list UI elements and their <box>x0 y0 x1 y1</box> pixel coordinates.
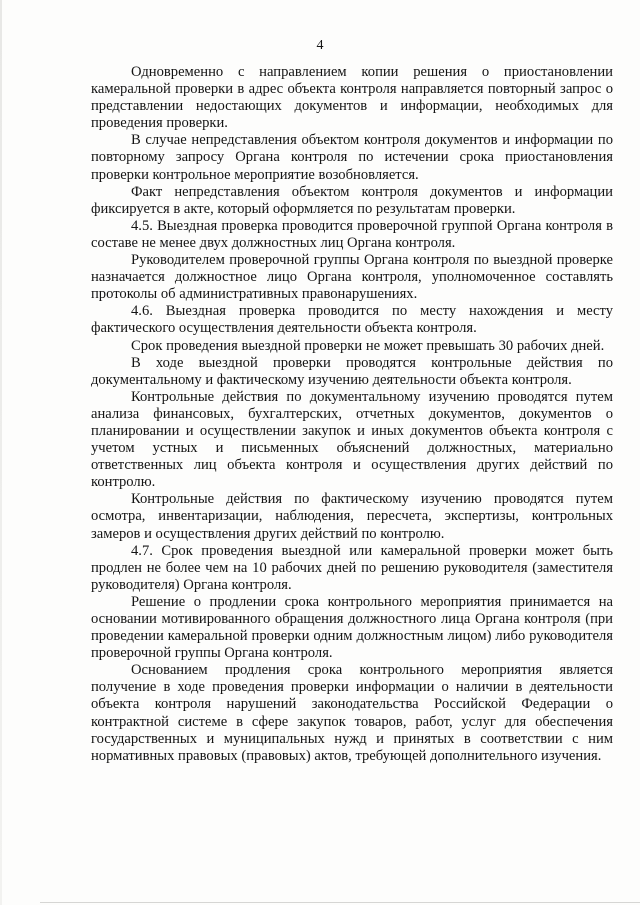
paragraph: Руководителем проверочной группы Органа контроля по выездной проверке назначается должностное лицо Органа контроля, уполномоченное составлять протоколы об административных правонарушениях. <box>91 252 613 303</box>
paragraph: Основанием продления срока контрольного мероприятия является получение в ходе проведения проверки информации о наличии в деятельности объекта контроля нарушений законодательства Российской Федерации о контрактной системе в сфере закупок товаров, работ, услуг для обеспечения государственных и муниципальных нужд и принятых в соответствии с ним нормативных правовых (правовых) актов, требующей дополнительного изучения. <box>91 662 613 764</box>
paragraph: Факт непредставления объектом контроля документов и информации фиксируется в акте, который оформляется по результатам проверки. <box>91 183 613 217</box>
document-body <box>91 64 613 765</box>
paragraph: 4.7. Срок проведения выездной или камеральной проверки может быть продлен не более чем на 10 рабочих дней по решению руководителя (заместителя руководителя) Органа контроля. <box>91 542 613 593</box>
paragraph: Срок проведения выездной проверки не может превышать 30 рабочих дней. <box>131 337 605 354</box>
paragraph: В ходе выездной проверки проводятся контрольные действия по документальному и фактическому изучению деятельности объекта контроля. <box>91 354 613 388</box>
paragraph: 4.6. Выездная проверка проводится по месту нахождения и месту фактического осуществления деятельности объекта контроля. <box>91 303 613 337</box>
paragraph: Контрольные действия по фактическому изучению проводятся путем осмотра, инвентаризации, наблюдения, пересчета, экспертизы, контрольных замеров и осуществления других действий по контролю. <box>91 491 613 542</box>
scan-edge <box>0 0 2 905</box>
paragraph: Одновременно с направлением копии решения о приостановлении камеральной проверки в адрес объекта контроля направляется повторный запрос о представлении недостающих документов и информации, необходимых для проведения проверки. <box>91 64 613 132</box>
scan-bottom-edge <box>40 902 640 903</box>
page-number: 4 <box>316 38 324 53</box>
paragraph: Контрольные действия по документальному изучению проводятся путем анализа финансовых, бухгалтерских, отчетных документов, документов о планировании и осуществлении закупок и иных документов объекта контроля с учетом устных и письменных объяснений должностных, материально ответственных лиц объекта контроля и осуществления других действий по контролю. <box>91 388 613 491</box>
paragraph: Решение о продлении срока контрольного мероприятия принимается на основании мотивированного обращения должностного лица Органа контроля (при проведении камеральной проверки одним должностным лицом) либо руководителя проверочной группы Органа контроля. <box>91 593 613 662</box>
paragraph: 4.5. Выездная проверка проводится проверочной группой Органа контроля в составе не менее двух должностных лиц Органа контроля. <box>91 217 613 251</box>
paragraph: В случае непредставления объектом контроля документов и информации по повторному запросу Органа контроля по истечении срока приостановления проверки контрольное мероприятие возобновляется. <box>91 132 613 183</box>
